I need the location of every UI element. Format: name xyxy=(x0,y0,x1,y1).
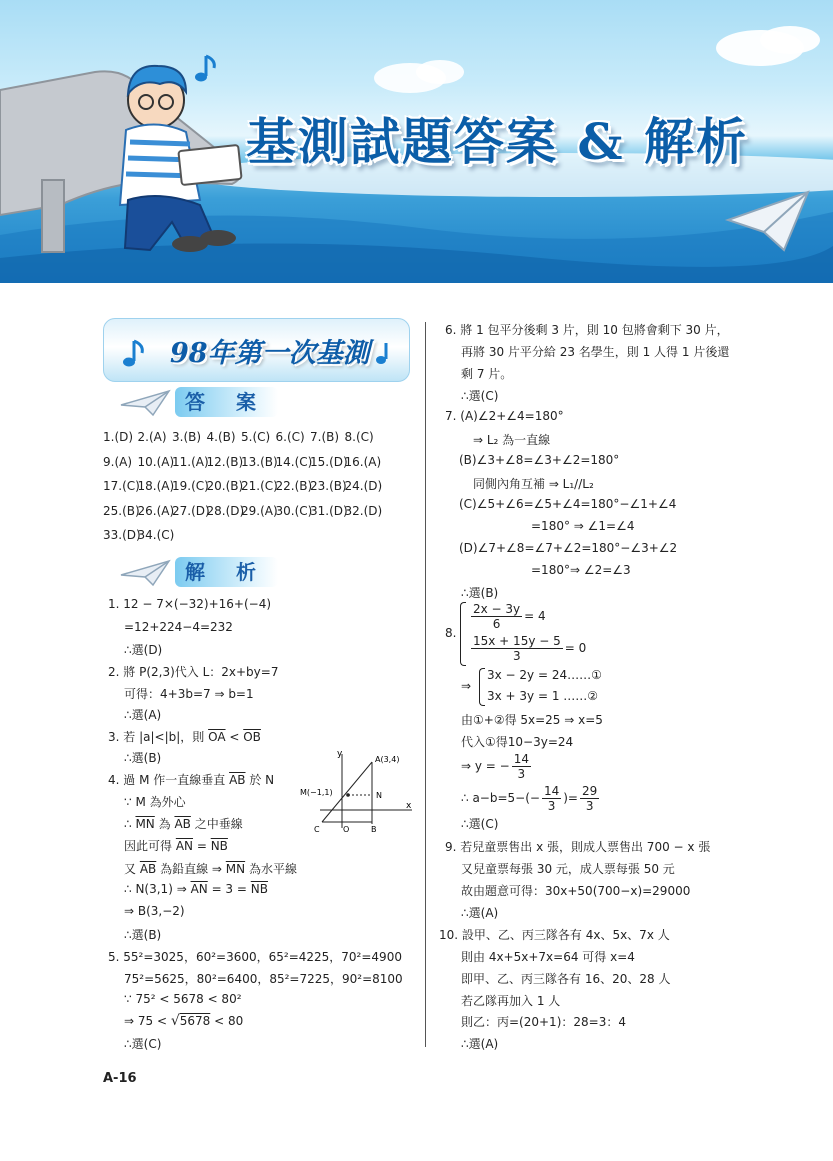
answer-item: 14.(C) xyxy=(275,454,313,469)
y-axis-label: y xyxy=(337,749,343,759)
answer-item: 3.(B) xyxy=(172,430,202,445)
answer-item: 20.(B) xyxy=(206,479,244,494)
q8-line-3: 由①+②得 5x=25 ⇒ x=5 xyxy=(461,713,603,727)
q4-figure xyxy=(300,748,420,838)
origin-label: O xyxy=(343,825,350,834)
q5-line-1: 5. 55²=3025，60²=3600，65²=4225，70²=4900 xyxy=(108,950,402,964)
answer-item: 10.(A) xyxy=(137,454,175,469)
answer-item: 18.(A) xyxy=(137,479,175,494)
answer-item: 8.(C) xyxy=(344,430,374,445)
answer-item: 24.(D) xyxy=(344,479,383,494)
answer-item: 31.(D) xyxy=(310,503,348,518)
q2-line-2: 可得：4+3b=7 ⇒ b=1 xyxy=(124,687,254,701)
point-a-label: A(3,4) xyxy=(375,755,400,764)
answer-item: 30.(C) xyxy=(275,503,313,518)
answer-row xyxy=(103,523,413,548)
point-m xyxy=(346,793,350,797)
q10-line-1: 10. 設甲、乙、丙三隊各有 4x、5x、7x 人 xyxy=(439,928,670,942)
header-banner xyxy=(0,0,833,283)
q8-system-1: 3x − 2y = 24……① xyxy=(487,668,602,682)
q8-equation-1: $\frac{2x - 3y}{6}$ = 4 xyxy=(473,602,546,631)
answer-item: 32.(D) xyxy=(344,503,383,518)
q4-line-7: ⇒ B(3,−2) xyxy=(124,904,185,918)
q8-implies: ⇒ xyxy=(461,679,472,693)
answer-item: 16.(A) xyxy=(344,454,382,469)
explanations-section-header xyxy=(115,555,415,593)
answer-item: 2.(A) xyxy=(137,430,167,445)
q3-answer: ∴選(B) xyxy=(124,751,162,765)
q8-line-4: 代入①得10−3y=24 xyxy=(461,735,574,749)
q9-line-3: 故由題意可得：30x+50(700−x)=29000 xyxy=(461,884,691,898)
q6-line-2: 再將 30 片平分給 23 名學生，則 1 人得 1 片後還 xyxy=(461,345,730,359)
answer-item: 7.(B) xyxy=(310,430,340,445)
answer-item: 9.(A) xyxy=(103,454,133,469)
answer-key xyxy=(103,425,413,548)
point-n-label: N xyxy=(376,791,382,800)
q7-answer: ∴選(B) xyxy=(461,586,499,600)
q10-line-4: 若乙隊再加入 1 人 xyxy=(461,994,561,1008)
q5-answer: ∴選(C) xyxy=(124,1037,162,1051)
answer-item: 6.(C) xyxy=(275,430,305,445)
q2-answer: ∴選(A) xyxy=(124,708,162,722)
q8-number: 8. xyxy=(445,626,457,640)
answer-item: 28.(D) xyxy=(206,503,245,518)
q4-line-5: 又 $\overline{AB}$ 為鉛直線 ⇒ $\overline{MN}$ 為水平線 xyxy=(124,862,297,876)
q4-line-2: ∵ M 為外心 xyxy=(124,795,186,809)
exam-banner xyxy=(103,318,410,382)
point-c-label: C xyxy=(314,825,320,834)
q6-line-1: 6. 將 1 包平分後剩 3 片，則 10 包將會剩下 30 片， xyxy=(445,323,729,337)
q8-equation-2: $\frac{15x + 15y - 5}{3}$ = 0 xyxy=(473,634,587,663)
x-axis-label: x xyxy=(406,801,412,811)
q7-line-8: =180°⇒ ∠2=∠3 xyxy=(531,563,631,577)
q8-answer: ∴選(C) xyxy=(461,817,499,831)
paper-plane-icon xyxy=(115,555,175,589)
answer-item: 33.(D) xyxy=(103,528,141,543)
answer-item: 17.(C) xyxy=(103,479,140,494)
q10-line-5: 則乙：丙=(20+1)：28=3：4 xyxy=(461,1015,626,1029)
q6-answer: ∴選(C) xyxy=(461,389,499,403)
answer-row xyxy=(103,474,413,499)
q8-system-2: 3x + 3y = 1 ……② xyxy=(487,689,599,703)
paper-plane-icon xyxy=(115,385,175,419)
q8-brace-2 xyxy=(479,668,485,706)
answer-row xyxy=(103,499,413,524)
q10-line-3: 即甲、乙、丙三隊各有 16、20、28 人 xyxy=(461,972,671,986)
q7-line-6: =180° ⇒ ∠1=∠4 xyxy=(531,519,635,533)
explanations-heading: 解 析 xyxy=(175,557,278,587)
q10-line-2: 則由 4x+5x+7x=64 可得 x=4 xyxy=(461,950,635,964)
exam-title: 98年第一次基測 xyxy=(170,338,370,369)
q4-line-3: ∴ $\overline{MN}$ 為 $\overline{AB}$ 之中垂線 xyxy=(124,817,243,831)
q7-line-2: ⇒ L₂ 為一直線 xyxy=(473,433,551,447)
answer-item: 11.(A) xyxy=(172,454,209,469)
q5-line-4: ⇒ 75 < √5678 < 80 xyxy=(124,1013,244,1029)
q4-answer: ∴選(B) xyxy=(124,928,162,942)
answer-item: 27.(D) xyxy=(172,503,210,518)
q4-line-1: 4. 過 M 作一直線垂直 $\overline{AB}$ 於 N xyxy=(108,773,275,787)
answer-item: 22.(B) xyxy=(275,479,313,494)
q7-line-4: 同側內角互補 ⇒ L₁//L₂ xyxy=(473,477,594,491)
q9-line-2: 又兒童票每張 30 元，成人票每張 50 元 xyxy=(461,862,675,876)
q8-brace-1 xyxy=(460,602,466,666)
q7-line-7: (D)∠7+∠8=∠7+∠2=180°−∠3+∠2 xyxy=(459,541,678,555)
q5-line-2: 75²=5625，80²=6400，85²=7225，90²=8100 xyxy=(124,972,403,986)
q2-line-1: 2. 將 P(2,3)代入 L：2x+by=7 xyxy=(108,665,279,679)
q8-line-5: ⇒ y = − $\frac{14}{3}$ xyxy=(461,752,529,781)
answer-item: 23.(B) xyxy=(310,479,347,494)
answer-item: 19.(C) xyxy=(172,479,209,494)
page-number: A-16 xyxy=(103,1071,137,1086)
answer-item: 25.(B) xyxy=(103,503,140,518)
q1-line-2: =12+224−4=232 xyxy=(124,620,233,634)
answer-item: 12.(B) xyxy=(206,454,244,469)
q7-line-1: 7. (A)∠2+∠4=180° xyxy=(445,409,564,423)
q9-line-1: 9. 若兒童票售出 x 張，則成人票售出 700 − x 張 xyxy=(445,840,711,854)
q5-line-3: ∵ 75² < 5678 < 80² xyxy=(124,992,242,1006)
answer-item: 5.(C) xyxy=(241,430,271,445)
answers-heading: 答 案 xyxy=(175,387,278,417)
answer-row xyxy=(103,450,413,475)
q7-line-5: (C)∠5+∠6=∠5+∠4=180°−∠1+∠4 xyxy=(459,497,677,511)
answer-item: 1.(D) xyxy=(103,430,134,445)
answer-row xyxy=(103,425,413,450)
page-title: 基測試題答案 & 解析 xyxy=(246,112,748,171)
q4-line-6: ∴ N(3,1) ⇒ $\overline{AN} = 3 = \overline{NB}$ xyxy=(124,882,268,896)
answer-item: 29.(A) xyxy=(241,503,278,518)
answers-section-header xyxy=(115,385,415,423)
answer-item: 13.(B) xyxy=(241,454,278,469)
point-m-label: M(−1,1) xyxy=(300,788,333,797)
point-b-label: B xyxy=(371,825,377,834)
q4-line-4: 因此可得 $\overline{AN} = \overline{NB}$ xyxy=(124,839,228,853)
q10-answer: ∴選(A) xyxy=(461,1037,499,1051)
answer-item: 34.(C) xyxy=(137,528,175,543)
answer-item: 21.(C) xyxy=(241,479,278,494)
q7-line-3: (B)∠3+∠8=∠3+∠2=180° xyxy=(459,453,620,467)
q9-answer: ∴選(A) xyxy=(461,906,499,920)
q8-line-6: ∴ a−b=5−(− $\frac{14}{3}$ )= $\frac{29}{3}$ xyxy=(461,784,598,813)
column-divider xyxy=(425,322,426,1047)
q6-line-3: 剩 7 片。 xyxy=(461,367,513,381)
answer-item: 4.(B) xyxy=(206,430,236,445)
q1-answer: ∴選(D) xyxy=(124,643,163,657)
answer-item: 26.(A) xyxy=(137,503,175,518)
q3-line-1: 3. 若 |a|<|b|，則 $\overline{OA} < \overline{OB}$ xyxy=(108,730,261,744)
answer-item: 15.(D) xyxy=(310,454,348,469)
q1-line-1: 1. 12 − 7×(−32)+16+(−4) xyxy=(108,597,272,611)
